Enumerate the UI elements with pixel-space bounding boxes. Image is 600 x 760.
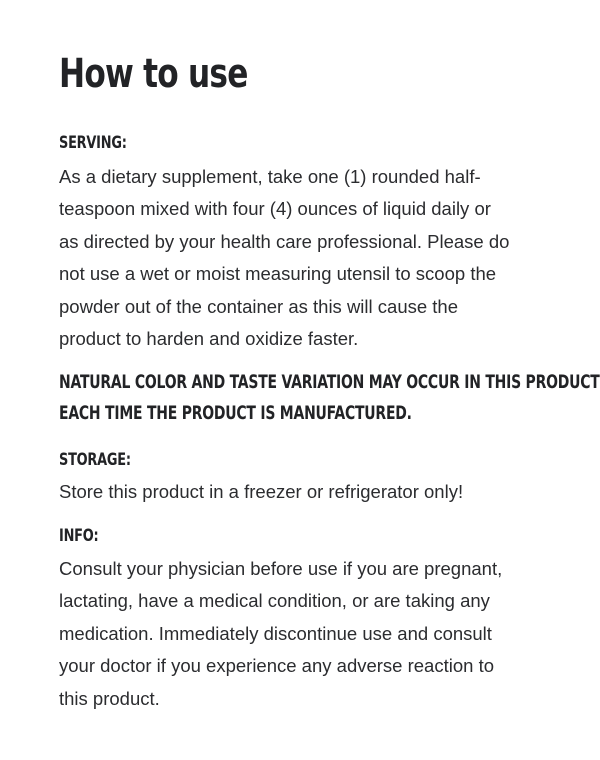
serving-line: powder out of the container as this will cause the [59, 295, 459, 317]
info-line: lactating, have a medical condition, or are taking any [59, 590, 490, 612]
info-line: your doctor if you experience any adverse reaction to [59, 655, 494, 677]
serving-heading: SERVING: [59, 133, 127, 153]
storage-heading: STORAGE: [59, 450, 131, 470]
serving-line: as directed by your health care professional. Please do [59, 230, 510, 252]
serving-paragraph [59, 161, 559, 355]
variation-notice-line: EACH TIME THE PRODUCT IS MANUFACTURED. [59, 402, 412, 424]
serving-line: teaspoon mixed with four (4) ounces of liquid daily or [59, 198, 491, 220]
serving-line: not use a wet or moist measuring utensil to scoop the [59, 263, 497, 285]
variation-notice-line: NATURAL COLOR AND TASTE VARIATION MAY OCCUR IN THIS PRODUCT [59, 371, 600, 393]
serving-line: As a dietary supplement, take one (1) rounded half- [59, 166, 481, 187]
info-line: Consult your physician before use if you are pregnant, [59, 558, 503, 579]
info-heading: INFO: [59, 526, 99, 546]
storage-line: Store this product in a freezer or refrigerator only! [59, 481, 464, 502]
info-line: this product. [59, 687, 160, 709]
storage-paragraph [59, 476, 559, 508]
serving-line: product to harden and oxidize faster. [59, 328, 359, 350]
page-title: How to use [59, 51, 248, 97]
info-paragraph [59, 553, 559, 715]
info-line: medication. Immediately discontinue use and consult [59, 622, 492, 644]
